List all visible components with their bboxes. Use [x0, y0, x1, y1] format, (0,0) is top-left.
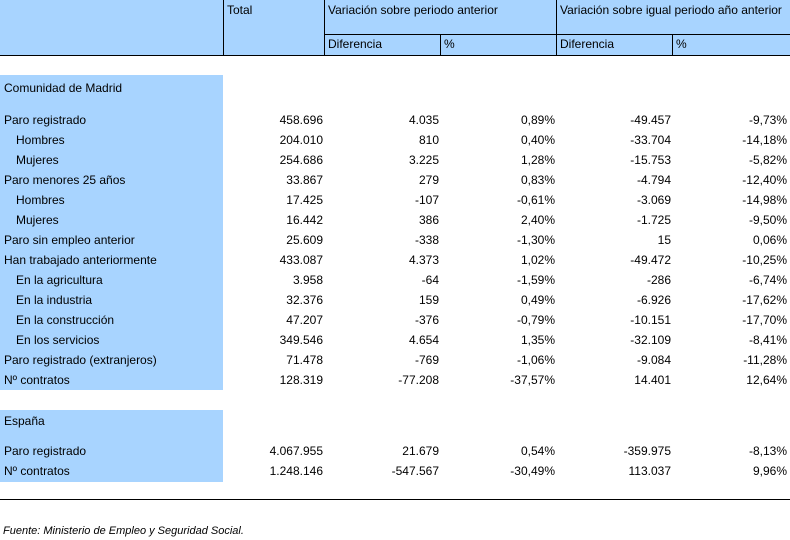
cell-pct-prev: 0,40%	[520, 133, 555, 147]
cell-diff-same: -10.151	[630, 313, 671, 327]
cell-total: 433.087	[279, 253, 323, 267]
table-row	[0, 290, 790, 310]
cell-diff-same: -359.975	[623, 444, 671, 458]
cell-total: 71.478	[286, 353, 323, 367]
table-row	[0, 330, 790, 350]
row-label: En la industria	[16, 293, 93, 307]
cell-diff-prev: -64	[421, 273, 439, 287]
header-var-same: Variación sobre igual periodo año anterior	[560, 3, 782, 17]
row-label: Han trabajado anteriormente	[4, 253, 157, 267]
cell-total: 3.958	[292, 273, 323, 287]
cell-pct-prev: -1,59%	[516, 273, 555, 287]
cell-diff-prev: 4.373	[408, 253, 439, 267]
row-label: Hombres	[16, 133, 65, 147]
cell-pct-prev: 0,83%	[520, 173, 555, 187]
divider	[672, 34, 673, 55]
cell-pct-same: -9,73%	[748, 113, 787, 127]
cell-total: 204.010	[279, 133, 323, 147]
cell-diff-prev: -107	[414, 193, 439, 207]
cell-diff-prev: -547.567	[391, 464, 439, 478]
cell-pct-same: -17,70%	[742, 313, 787, 327]
table-row	[0, 150, 790, 170]
row-label: Nº contratos	[4, 464, 70, 478]
table-row	[0, 230, 790, 250]
table-row	[0, 310, 790, 330]
table-row	[0, 130, 790, 150]
row-label: En la agricultura	[16, 273, 103, 287]
header-diff-prev: Diferencia	[328, 37, 383, 51]
cell-pct-same: 9,96%	[752, 464, 787, 478]
cell-total: 47.207	[286, 313, 323, 327]
cell-pct-prev: -30,49%	[510, 464, 555, 478]
cell-pct-same: -8,13%	[748, 444, 787, 458]
divider	[325, 34, 790, 35]
cell-total: 32.376	[286, 293, 323, 307]
cell-total: 25.609	[286, 233, 323, 247]
cell-total: 349.546	[279, 333, 323, 347]
cell-diff-prev: 810	[418, 133, 439, 147]
row-label: Hombres	[16, 193, 65, 207]
cell-diff-prev: 21.679	[402, 444, 439, 458]
cell-diff-prev: 3.225	[408, 153, 439, 167]
cell-pct-prev: -1,06%	[516, 353, 555, 367]
cell-pct-prev: 0,49%	[520, 293, 555, 307]
cell-diff-same: -49.457	[630, 113, 671, 127]
table-row	[0, 441, 790, 461]
cell-diff-same: -32.109	[630, 333, 671, 347]
cell-pct-same: -14,98%	[742, 193, 787, 207]
cell-diff-prev: -769	[414, 353, 439, 367]
table-row	[0, 210, 790, 230]
cell-pct-same: -14,18%	[742, 133, 787, 147]
cell-diff-prev: 4.654	[408, 333, 439, 347]
cell-diff-same: -1.725	[636, 213, 671, 227]
cell-diff-same: -6.926	[636, 293, 671, 307]
table-row	[0, 270, 790, 290]
cell-diff-same: -9.084	[636, 353, 671, 367]
row-label: Nº contratos	[4, 373, 70, 387]
header-diff-same: Diferencia	[560, 37, 615, 51]
cell-diff-same: -49.472	[630, 253, 671, 267]
cell-diff-prev: -376	[414, 313, 439, 327]
cell-diff-same: 14.401	[634, 373, 671, 387]
section-title-espana: España	[4, 414, 45, 428]
divider	[0, 55, 790, 56]
cell-pct-same: 0,06%	[752, 233, 787, 247]
cell-diff-same: -33.704	[630, 133, 671, 147]
table-row	[0, 170, 790, 190]
row-label: Paro sin empleo anterior	[4, 233, 135, 247]
cell-pct-same: -8,41%	[748, 333, 787, 347]
table-row	[0, 190, 790, 210]
cell-diff-same: -4.794	[636, 173, 671, 187]
cell-pct-prev: -37,57%	[510, 373, 555, 387]
row-label: En los servicios	[16, 333, 100, 347]
cell-pct-same: -10,25%	[742, 253, 787, 267]
cell-diff-prev: -77.208	[398, 373, 439, 387]
header-var-prev: Variación sobre periodo anterior	[328, 3, 498, 17]
cell-diff-same: -3.069	[636, 193, 671, 207]
cell-diff-prev: 279	[418, 173, 439, 187]
row-label: Paro registrado	[4, 113, 87, 127]
cell-total: 128.319	[279, 373, 323, 387]
header-pct-same: %	[676, 37, 687, 51]
cell-pct-same: 12,64%	[746, 373, 787, 387]
row-label: Paro registrado	[4, 444, 87, 458]
cell-pct-prev: 0,89%	[520, 113, 555, 127]
cell-total: 17.425	[286, 193, 323, 207]
cell-diff-prev: 4.035	[408, 113, 439, 127]
row-label: Mujeres	[16, 153, 59, 167]
cell-pct-prev: 1,02%	[520, 253, 555, 267]
divider	[324, 0, 325, 55]
table-row	[0, 350, 790, 370]
cell-diff-prev: -338	[414, 233, 439, 247]
cell-total: 33.867	[286, 173, 323, 187]
table-row	[0, 370, 790, 390]
divider	[0, 499, 790, 500]
cell-diff-prev: 159	[418, 293, 439, 307]
cell-total: 254.686	[279, 153, 323, 167]
cell-total: 4.067.955	[269, 444, 323, 458]
table-row	[0, 110, 790, 130]
header-background-label	[0, 0, 223, 55]
cell-pct-same: -12,40%	[742, 173, 787, 187]
header-total: Total	[227, 3, 253, 17]
cell-diff-prev: 386	[418, 213, 439, 227]
row-label: Mujeres	[16, 213, 59, 227]
cell-pct-prev: 1,35%	[520, 333, 555, 347]
cell-pct-prev: 1,28%	[520, 153, 555, 167]
row-label: En la construcción	[16, 313, 115, 327]
cell-diff-same: -286	[646, 273, 671, 287]
cell-pct-prev: -0,79%	[516, 313, 555, 327]
divider	[556, 0, 557, 55]
row-label: Paro menores 25 años	[4, 173, 126, 187]
cell-diff-same: 113.037	[628, 464, 671, 478]
cell-diff-same: -15.753	[630, 153, 671, 167]
cell-total: 458.696	[279, 113, 323, 127]
cell-pct-prev: -0,61%	[516, 193, 555, 207]
cell-pct-same: -17,62%	[742, 293, 787, 307]
cell-pct-same: -9,50%	[748, 213, 787, 227]
cell-pct-prev: 0,54%	[520, 444, 555, 458]
section-title-madrid: Comunidad de Madrid	[4, 81, 123, 95]
cell-pct-prev: -1,30%	[516, 233, 555, 247]
cell-diff-same: 15	[657, 233, 671, 247]
table-row	[0, 250, 790, 270]
divider	[223, 0, 224, 55]
source-footnote: Fuente: Ministerio de Empleo y Seguridad Social.	[3, 525, 244, 537]
cell-total: 1.248.146	[269, 464, 323, 478]
cell-pct-same: -11,28%	[743, 353, 787, 367]
header-pct-prev: %	[444, 37, 455, 51]
cell-total: 16.442	[286, 213, 323, 227]
divider	[440, 34, 441, 55]
cell-pct-same: -5,82%	[748, 153, 787, 167]
row-label: Paro registrado (extranjeros)	[4, 353, 157, 367]
table-row	[0, 461, 790, 481]
cell-pct-prev: 2,40%	[520, 213, 555, 227]
cell-pct-same: -6,74%	[748, 273, 787, 287]
